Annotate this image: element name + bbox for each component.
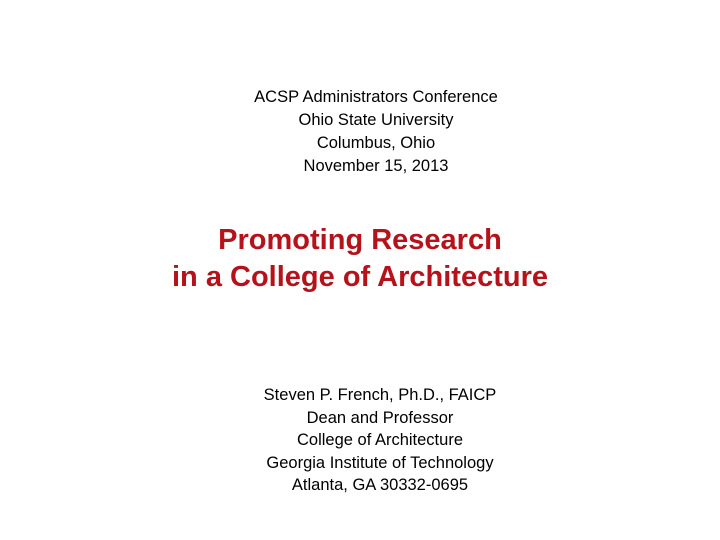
author-college: College of Architecture [296,431,463,449]
author-institution: Georgia Institute of Technology [266,453,494,472]
conference-date: November 15, 2013 [303,157,449,175]
conference-info [180,86,572,178]
author-position: Dean and Professor [306,408,454,427]
conference-location: Columbus, Ohio [316,134,436,152]
title-line-1: Promoting Research [218,224,502,256]
presentation-title [60,222,660,296]
author-address: Atlanta, GA 30332-0695 [291,476,469,494]
author-name: Steven P. French, Ph.D., FAICP [263,386,497,404]
author-info [180,384,580,497]
conference-host: Ohio State University [298,111,454,129]
title-line-2: in a College of Architecture [172,261,548,293]
conference-name: ACSP Administrators Conference [254,88,498,106]
